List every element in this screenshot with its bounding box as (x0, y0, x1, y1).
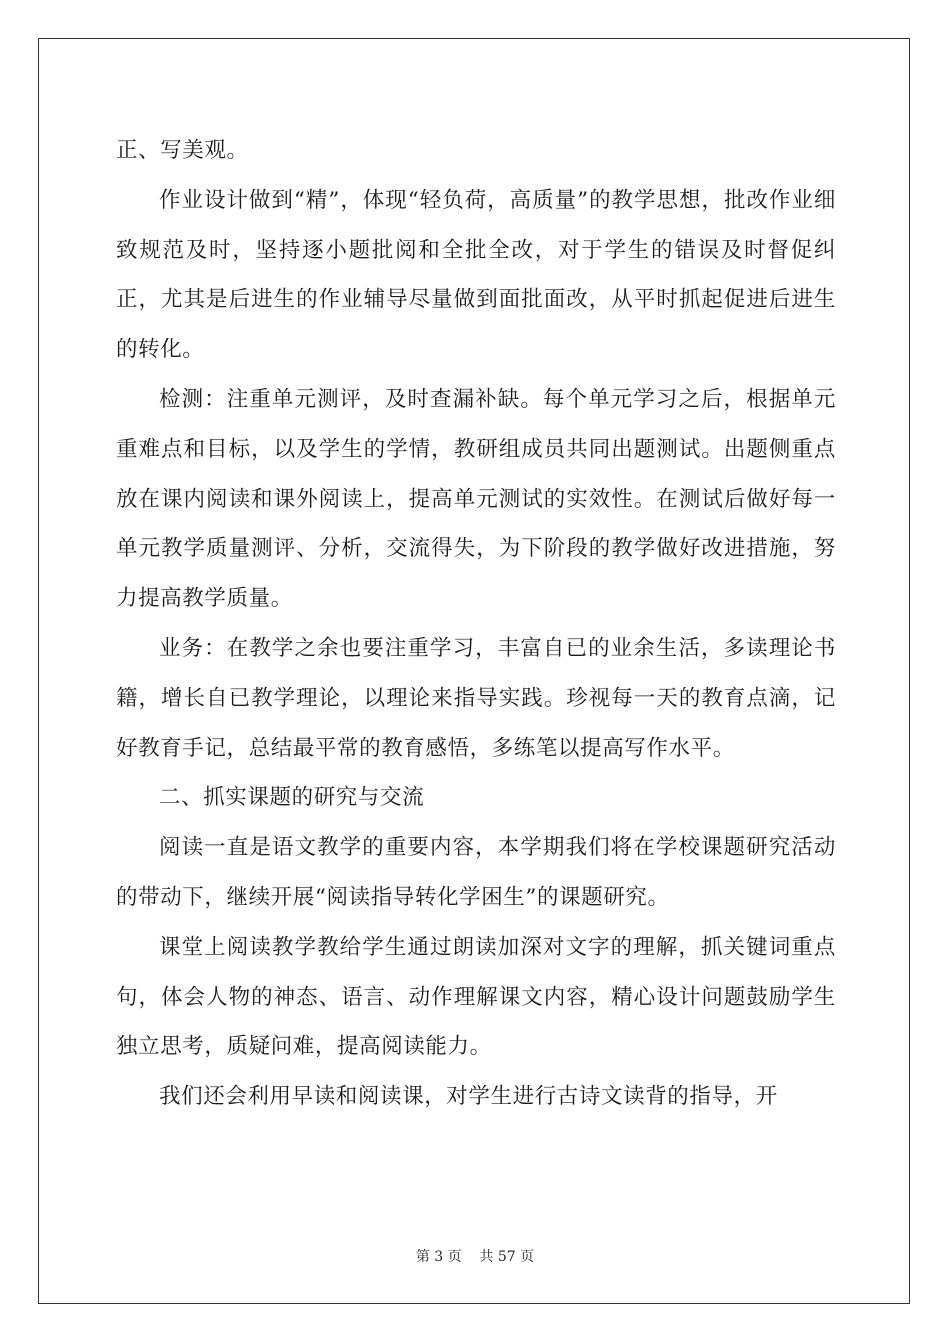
paragraph: 检测：注重单元测评，及时查漏补缺。每个单元学习之后，根据单元重难点和目标，以及学生的学情，教研组成员共同出题测试。出题侧重点放在课内阅读和课外阅读上，提高单元测试的实效性。在测试后做好每一单元教学质量测评、分析，交流得失，为下阶段的教学做好改进措施，努力提高教学质量。 (116, 386, 836, 612)
paragraph: 我们还会利用早读和阅读课，对学生进行古诗文读背的指导，开 (159, 1084, 778, 1110)
paragraph: 业务：在教学之余也要注重学习，丰富自已的业余生活，多读理论书籍，增长自已教学理论，以理论来指导实践。珍视每一天的教育点滴，记好教育手记，总结最平常的教育感悟，多练笔以提高写作水平。 (116, 635, 836, 761)
paragraph: 课堂上阅读教学教给学生通过朗读加深对文字的理解，抓关键词重点句，体会人物的神态、语言、动作理解课文内容，精心设计问题鼓励学生独立思考，质疑问难，提高阅读能力。 (116, 934, 836, 1060)
document-body (116, 126, 836, 1122)
paragraph: 作业设计做到“精”，体现“轻负荷，高质量”的教学思想，批改作业细致规范及时，坚持逐小题批阅和全批全改，对于学生的错误及时督促纠正，尤其是后进生的作业辅导尽量做到面批面改，从平时抓起促进后进生的转化。 (116, 187, 836, 363)
paragraph: 正、写美观。 (116, 138, 249, 163)
section-heading: 二、抓实课题的研究与交流 (159, 785, 425, 811)
page-number-footer: 第 3 页 共 57 页 (415, 1249, 535, 1265)
paragraph: 阅读一直是语文教学的重要内容，本学期我们将在学校课题研究活动的带动下，继续开展“阅读指导转化学困生”的课题研究。 (116, 835, 836, 910)
